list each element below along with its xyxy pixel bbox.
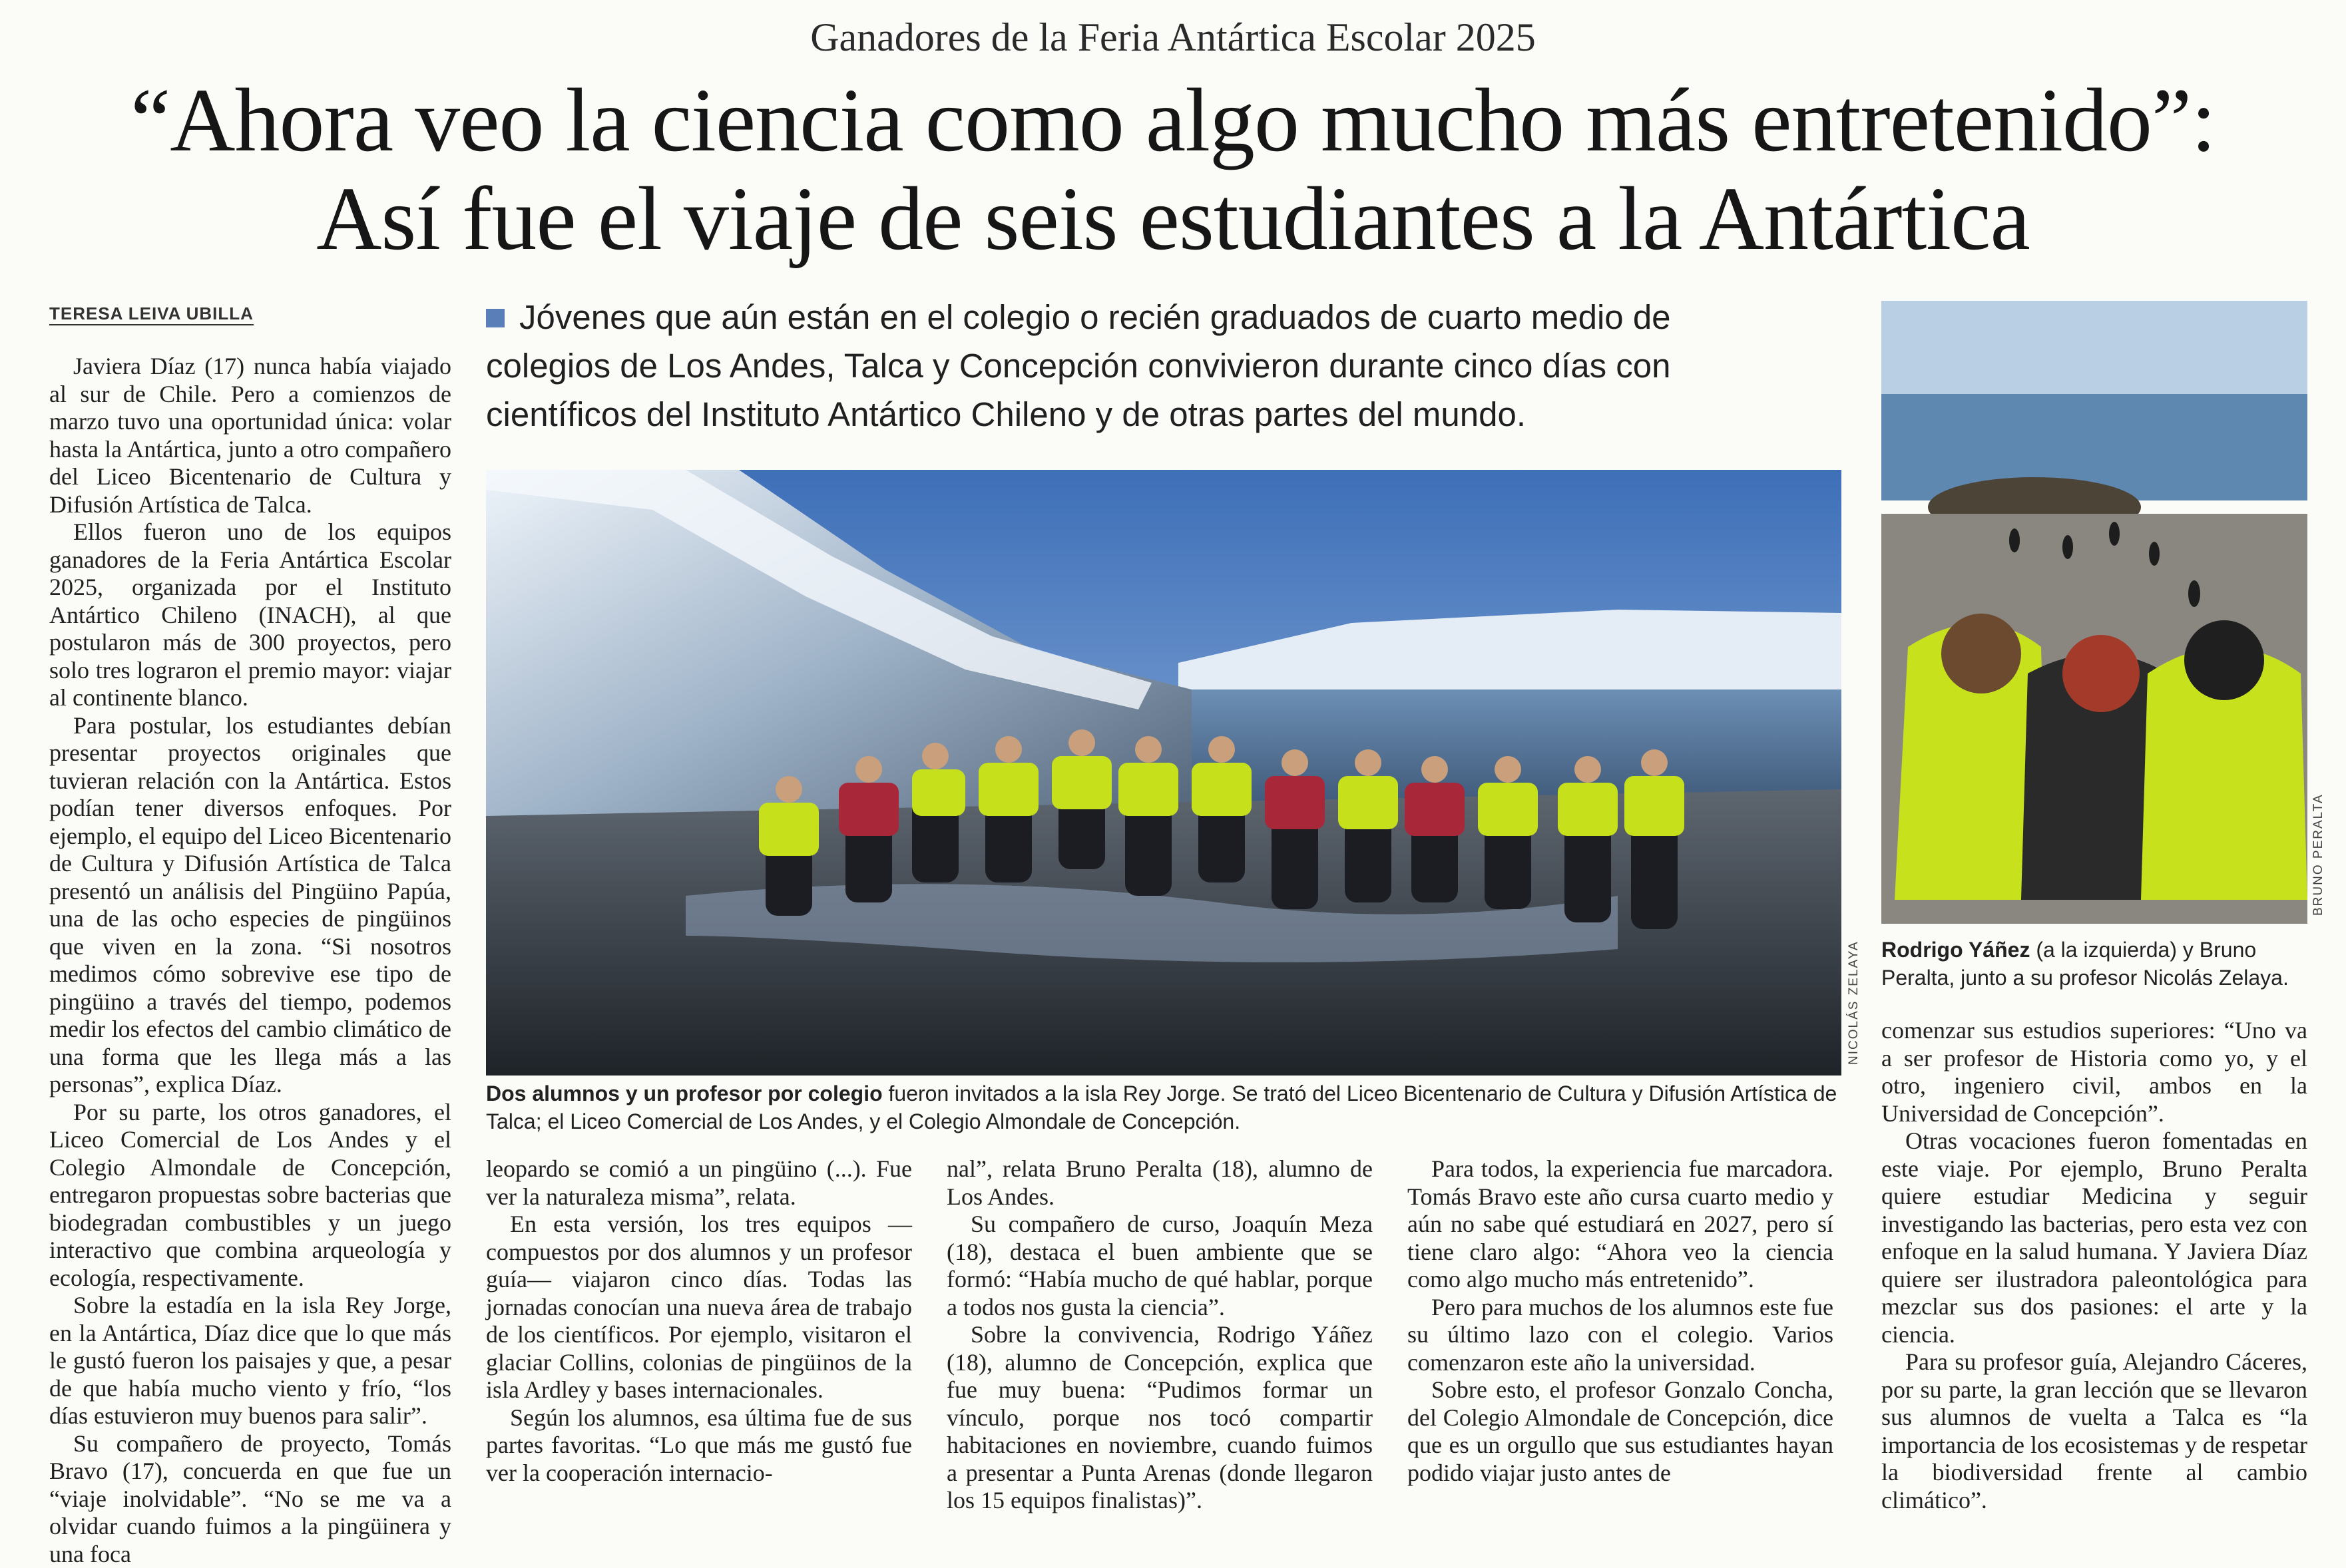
body-column-2 xyxy=(486,1155,912,1487)
paragraph: nal”, relata Bruno Peralta (18), alumno de Los Andes. xyxy=(947,1155,1373,1211)
main-caption-bold: Dos alumnos y un profesor por colegio xyxy=(486,1081,883,1105)
paragraph: Para todos, la experiencia fue marcadora. Tomás Bravo este año cursa cuarto medio y aún no sabe qué estudiará en 2027, pero sí tiene claro algo: “Ahora veo la ciencia como algo mucho más entretenido”. xyxy=(1407,1155,1833,1294)
side-caption-rest: (a la izquierda) y Bruno Peralta, junto a su profesor Nicolás Zelaya. xyxy=(1881,938,2289,990)
side-caption-bold: Rodrigo Yáñez xyxy=(1881,938,2030,962)
byline: TERESA LEIVA UBILLA xyxy=(49,303,254,325)
body-column-1 xyxy=(49,353,451,1568)
deck xyxy=(486,293,1751,439)
paragraph: Sobre la convivencia, Rodrigo Yáñez (18), alumno de Concepción, explica que fue muy buena: “Pudimos formar un vínculo, porque nos tocó compartir habitaciones en noviembre, cuando fuimos a presentar a Punta Arenas (donde llegaron los 15 equipos finalistas)”. xyxy=(947,1321,1373,1515)
paragraph: Para postular, los estudiantes debían presentar proyectos originales que tuvieran relación con la Antártica. Estos podían tener diversos enfoques. Por ejemplo, el equipo del Liceo Bicentenario de Cultura y Difusión Artística de Talca presentó un análisis del Pingüino Papúa, una de las ocho especies de pingüinos que viven en la zona. “Si nosotros medimos cómo sobrevive ese tipo de pingüino a través del tiempo, podemos medir los efectos del cambio climático de una forma que les llega más a las personas”, explica Díaz. xyxy=(49,712,451,1099)
deck-text: Jóvenes que aún están en el colegio o recién graduados de cuarto medio de colegios de Los Andes, Talca y Concepción convivieron durante cinco días con científicos del Instituto Antártico Chileno y de otras partes del mundo. xyxy=(486,298,1671,433)
headline-line-1: “Ahora veo la ciencia como algo mucho más entretenido”: xyxy=(27,73,2319,168)
body-column-4 xyxy=(1407,1155,1833,1487)
paragraph: Pero para muchos de los alumnos este fue su último lazo con el colegio. Varios comenzaron este año la universidad. xyxy=(1407,1294,1833,1377)
main-photo-caption xyxy=(486,1079,1844,1135)
students-photo-illustration xyxy=(1881,301,2307,924)
side-photo xyxy=(1881,301,2307,924)
side-photo-caption xyxy=(1881,936,2307,992)
paragraph: En esta versión, los tres equipos —compuestos por dos alumnos y un profesor guía— viajaron cinco días. Todas las jornadas conocían una nueva área de trabajo de los científicos. Por ejemplo, visitaron el glaciar Collins, colonias de pingüinos de la isla Ardley y bases internacionales. xyxy=(486,1211,912,1404)
paragraph: Ellos fueron uno de los equipos ganadores de la Feria Antártica Escolar 2025, organizada por el Instituto Antártico Chileno (INACH), al que postularon más de 300 proyectos, pero solo tres lograron el premio mayor: viajar al continente blanco. xyxy=(49,518,451,712)
paragraph: Su compañero de curso, Joaquín Meza (18), destaca el buen ambiente que se formó: “Había mucho de qué hablar, porque a todos nos gusta la ciencia”. xyxy=(947,1211,1373,1321)
paragraph: Para su profesor guía, Alejandro Cáceres, por su parte, la gran lección que se llevaron sus alumnos de vuelta a Talca es “la importancia de los ecosistemas y de respetar la biodiversidad frente al cambio climático”. xyxy=(1881,1348,2307,1514)
group-photo-illustration xyxy=(486,470,1841,1076)
body-column-5 xyxy=(1881,1017,2307,1514)
paragraph: comenzar sus estudios superiores: “Uno va a ser profesor de Historia como yo, y el otro, ingeniero civil, ambos en la Universidad de Concepción”. xyxy=(1881,1017,2307,1127)
paragraph: Otras vocaciones fueron fomentadas en este viaje. Por ejemplo, Bruno Peralta quiere estudiar Medicina y seguir investigando las bacterias, pero esta vez con enfoque en la salud humana. Y Javiera Díaz quiere ser ilustradora paleontológica para mezclar sus dos pasiones: el arte y la ciencia. xyxy=(1881,1127,2307,1348)
paragraph: Por su parte, los otros ganadores, el Liceo Comercial de Los Andes y el Colegio Almondale de Concepción, entregaron propuestas sobre bacterias que biodegradan combustibles y un juego interactivo que combina arqueología y ecología, respectivamente. xyxy=(49,1099,451,1292)
main-caption-rest: fueron invitados a la isla Rey Jorge. Se trató del Liceo Bicentenario de Cultura y Difusión Artística de Talca; el Liceo Comercial de Los Andes, y el Colegio Almondale de Concepción. xyxy=(486,1081,1837,1133)
paragraph: Según los alumnos, esa última fue de sus partes favoritas. “Lo que más me gustó fue ver la cooperación internacio- xyxy=(486,1404,912,1487)
paragraph: Sobre la estadía en la isla Rey Jorge, en la Antártica, Díaz dice que lo que más le gustó fueron los paisajes y que, a pesar de que había mucho viento y frío, “los días estuvieron muy buenos para salir”. xyxy=(49,1292,451,1430)
kicker: Ganadores de la Feria Antártica Escolar 2025 xyxy=(0,15,2346,61)
paragraph: Su compañero de proyecto, Tomás Bravo (17), concuerda en que fue un “viaje inolvidable”. “No se me va a olvidar cuando fuimos a la pingüinera y una foca xyxy=(49,1430,451,1568)
side-photo-credit: BRUNO PERALTA xyxy=(2311,793,2326,916)
main-photo xyxy=(486,470,1841,1076)
deck-bullet-icon xyxy=(486,309,505,327)
paragraph: Sobre esto, el profesor Gonzalo Concha, del Colegio Almondale de Concepción, dice que es un orgullo que sus estudiantes hayan podido viajar justo antes de xyxy=(1407,1376,1833,1487)
main-photo-credit: NICOLÁS ZELAYA xyxy=(1847,940,1861,1065)
paragraph: leopardo se comió a un pingüino (...). Fue ver la naturaleza misma”, relata. xyxy=(486,1155,912,1211)
paragraph: Javiera Díaz (17) nunca había viajado al sur de Chile. Pero a comienzos de marzo tuvo una oportunidad única: volar hasta la Antártica, junto a otro compañero del Liceo Bicentenario de Cultura y Difusión Artística de Talca. xyxy=(49,353,451,518)
headline-line-2: Así fue el viaje de seis estudiantes a la Antártica xyxy=(27,172,2319,266)
body-column-3 xyxy=(947,1155,1373,1515)
